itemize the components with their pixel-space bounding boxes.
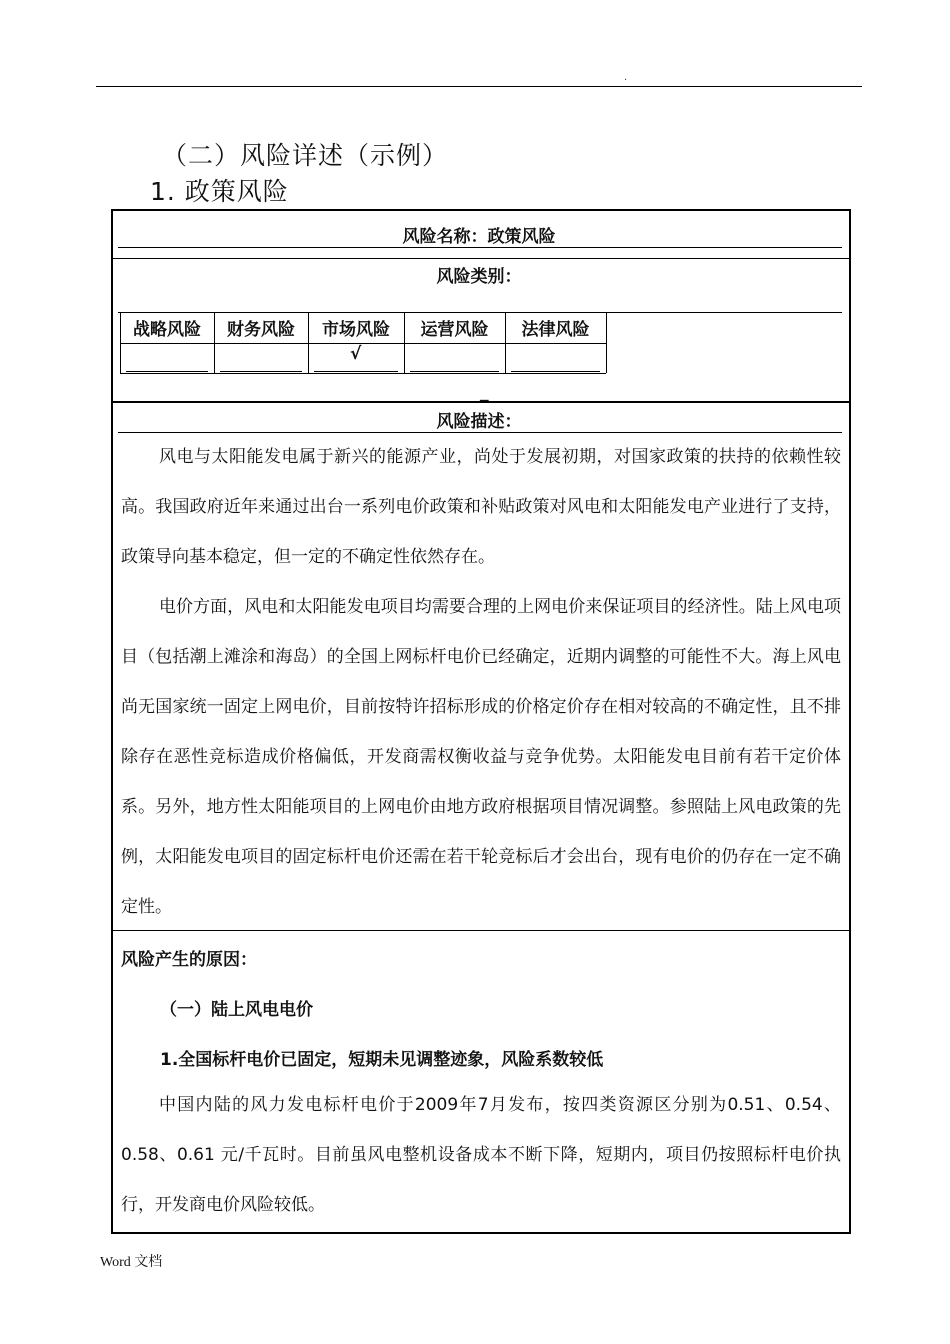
section-title: （二）风险详述（示例） — [162, 141, 449, 170]
description-text — [121, 432, 841, 932]
category-strategy: 战略风险 — [133, 320, 201, 340]
blank-line — [126, 371, 208, 372]
divider — [120, 343, 606, 344]
cause-subheading: 1.全国标杆电价已固定，短期未见调整迹象，风险系数较低 — [160, 1050, 604, 1070]
category-legal: 法律风险 — [521, 320, 590, 340]
category-operation: 运营风险 — [420, 320, 489, 340]
category-border — [606, 313, 607, 373]
separator-mark: _ — [480, 382, 489, 402]
category-finance: 财务风险 — [227, 320, 295, 340]
divider — [118, 247, 842, 248]
category-market: 市场风险 — [322, 320, 390, 340]
header-rule — [96, 86, 862, 87]
footer-label: Word 文档 — [100, 1255, 163, 1270]
cause-text — [121, 1080, 841, 1230]
cause-paragraph: 中国内陆的风力发电标杆电价于2009年7月发布，按四类资源区分别为0.51、0.54、0.58、0.61 元/千瓦时。目前虽风电整机设备成本不断下降，短期内，项目仍按照标杆电价执行，开发商电价风险较低。 — [121, 1095, 841, 1215]
selected-check-mark: √ — [350, 344, 362, 364]
header-dot: . — [624, 72, 628, 83]
blank-line — [511, 371, 600, 372]
divider — [120, 373, 606, 374]
risk-name: 风险名称：政策风险 — [402, 227, 556, 247]
divider — [111, 930, 849, 931]
cause-heading: （一）陆上风电电价 — [160, 1000, 313, 1020]
description-label: 风险描述： — [436, 412, 522, 432]
divider — [111, 258, 849, 259]
sub-title: 1. 政策风险 — [150, 177, 289, 206]
risk-category-label: 风险类别： — [436, 267, 522, 287]
cause-label: 风险产生的原因： — [121, 950, 257, 970]
blank-line — [220, 371, 302, 372]
description-paragraph: 电价方面，风电和太阳能发电项目均需要合理的上网电价来保证项目的经济性。陆上风电项目（包括潮上滩涂和海岛）的全国上网标杆电价已经确定，近期内调整的可能性不大。海上风电尚无国家统一固定上网电价，目前按特许招标形成的价格定价存在相对较高的不确定性，且不排除存在恶性竞标造成价格偏低，开发商需权衡收益与竞争优势。太阳能发电目前有若干定价体系。另外，地方性太阳能项目的上网电价由地方政府根据项目情况调整。参照陆上风电政策的先例，太阳能发电项目的固定标杆电价还需在若干轮竞标后才会出台，现有电价的仍存在一定不确定性。 — [121, 597, 841, 917]
blank-line — [314, 371, 398, 372]
divider — [118, 312, 842, 313]
divider — [111, 401, 849, 403]
blank-line — [410, 371, 499, 372]
description-paragraph: 风电与太阳能发电属于新兴的能源产业，尚处于发展初期，对国家政策的扶持的依赖性较高。我国政府近年来通过出台一系列电价政策和补贴政策对风电和太阳能发电产业进行了支持，政策导向基本稳定，但一定的不确定性依然存在。 — [121, 447, 841, 567]
